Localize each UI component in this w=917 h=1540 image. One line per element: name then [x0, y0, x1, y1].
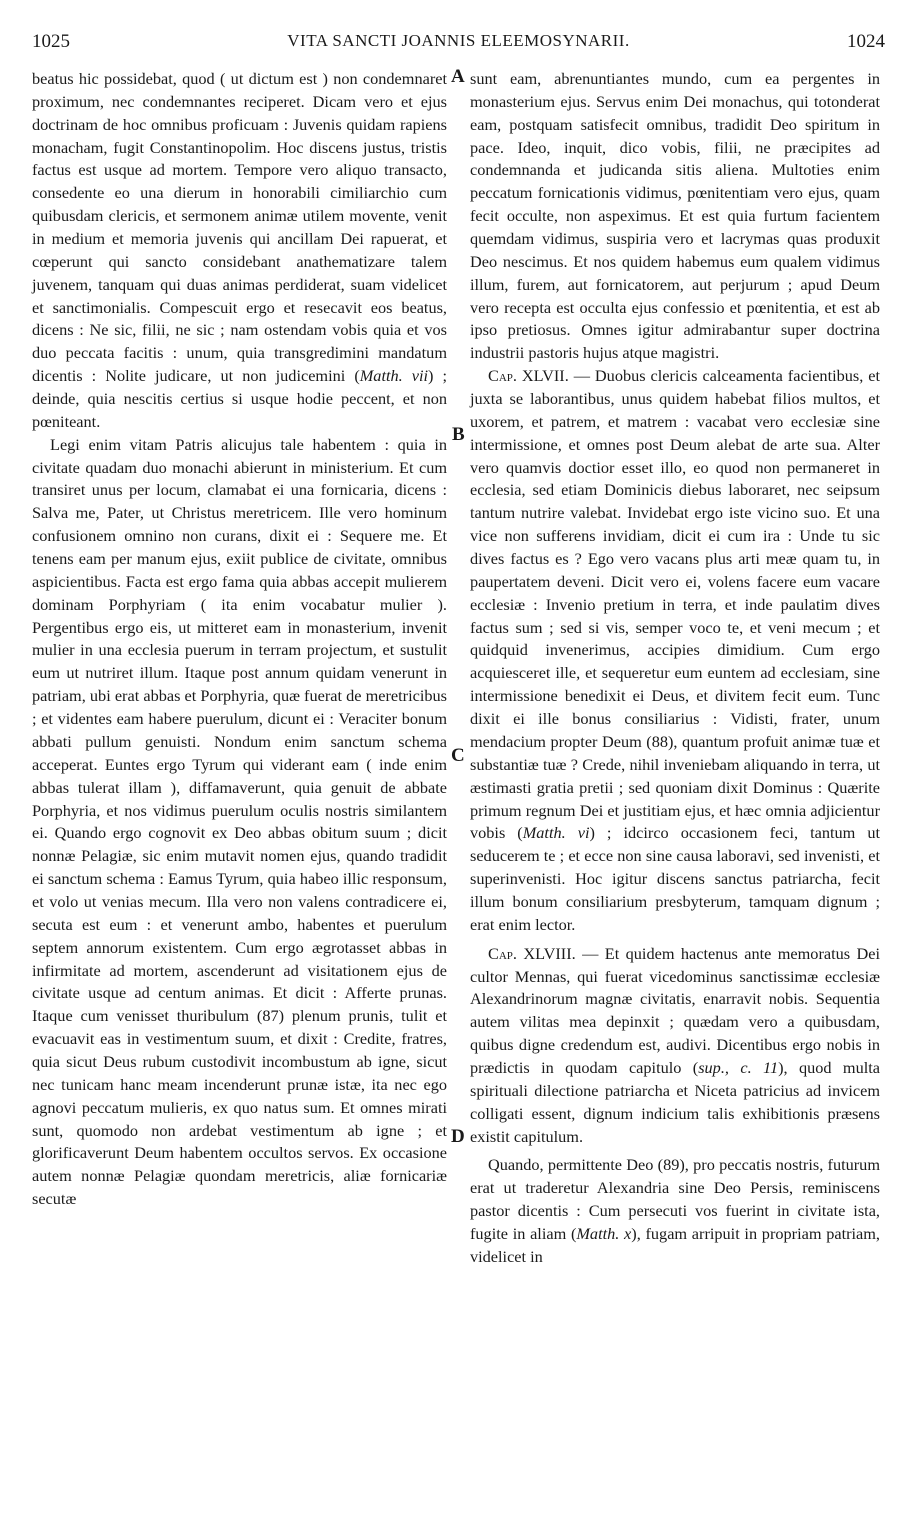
- section-marker-c: C: [451, 745, 465, 766]
- running-title: VITA SANCTI JOANNIS ELEEMOSYNARII.: [287, 31, 630, 50]
- page-header: [32, 31, 885, 59]
- left-column: [32, 68, 447, 1211]
- cross-reference: sup., c. 11: [698, 1057, 779, 1077]
- scripture-reference: Matth. vi: [522, 823, 590, 843]
- paragraph: beatus hic possidebat, quod ( ut dictum est ) non condemnaret proximum, nec condemnantes reciperet. Dicam vero et ejus doctrinam de hoc omnibus proficuam : Juvenis quidam rapiens monacham, fugit Constantinopolim. Hoc discens justus, tristis factus est usque ad mortem. Tempore vero aliquo transacto, consedente eo una dierum in honorabili cimiliarchio cum quibusdam clericis, et sermonem animæ utilem movente, venit in medium et memoria juvenis qui ancillam Dei rapuerat, et cœperunt qui sancto considebant anathematizare talem juvenem, tanquam qui duas animas perdiderat, suam videlicet et sanctimonialis. Compescuit ergo et resecavit eos beatus, dicens : Ne sic, filii, ne sic ; nam ostendam vobis quia et vos duo peccata facitis : unum, quia transgredimini mandatum dicentis : Nolite judicare, ut non judicemini (Matth. vii) ; deinde, quia nescitis certius si usque hodie peccent, et non pœniteant.: [32, 69, 448, 431]
- paragraph: Legi enim vitam Patris alicujus tale habentem : quia in civitate quadam duo monachi abierunt in ministerium. Et cum transiret unus per locum, clamabat ei una fornicaria, dicens : Salva me, Pater, ut Christus meretricem. Ille vero hominum confusionem omnino non curans, dixit ei : Sequere me. Et tenens eam per manum ejus, exiit publice de civitate, omnibus aspicientibus. Facta est ergo fama quia abbas accepit mulierem dominam Porphyriam ( ita enim vocabatur mulier ). Pergentibus ergo eis, ut mitteret eam in monasterium, invenit mulier in una ecclesia puerum in terram projectum, et sustulit eum ut nutriret illum. Itaque post annum quidam venerunt in patriam, ubi erat abbas et Porphyria, quæ fuerat de meretricibus ; et videntes eam habere puerulum, dicunt ei : Veraciter bonum abbati pullum genuisti. Nondum enim sanctum schema acceperat. Euntes ergo Tyrum qui viderant eam ( inde enim abbas tulerat illam ), diffamaverunt, quia genuit de abbate Porphyria, et nos vidimus puerulum oculis nostris similantem ei. Quando ergo cognovit ex Deo abbas obitum suum ; dicit nonnæ Pelagiæ, sic enim mutavit nomen ejus, quando tradidit ei sanctum schema : Eamus Tyrum, quia habeo illic responsum, et volo ut venias mecum. Illa vero non valens contradicere ei, secuta est eum : et venerunt ambo, habentes et puerulum septem annorum existentem. Cum ergo ægrotasset abbas in infirmitate ad mortem, ascenderunt ad visitationem ejus de civitate usque ad centum animas. Et dicit : Afferte prunas. Itaque cum venisset thuribulum (87) plenum prunis, tulit et evacuavit eas in vestimentum suum, et dixit : Credite, fratres, quia sicut Deus rubum custodivit incombustum ab igne, sicut nec tunicam hanc meam incenderunt prunæ istæ, ita nec ego agnovi peccatum mulieris, ex quo natus sum. Et omnes mirati sunt, quomodo non ardebat vestimentum ab igne ; et glorificaverunt Deum habentem occultos servos. Ex occasione autem nonnæ Pelagiæ quondam meretricis, aliæ fornicariæ secutæ: [32, 434, 447, 1209]
- right-column: [470, 68, 880, 1269]
- chapter-47: Cap. XLVII. — Duobus clericis calceamenta facientibus, et juxta se laborantibus, unus quidem habebat filios multos, et uxorem, et patrem, et matrem : vacabat vero ecclesiæ sine intermissione, et omnes post Deum alebat de arte sua. Alter vero quamvis doctior esset illo, eo quod non permaneret in ecclesia, sed etiam Dominicis diebus laboraret, nec seipsum tantum nutrire valebat. Invidebat ergo iste vicino suo. Et una vice non sufferens invidiam, dicit ei cum ira : Unde tu sic dives factus es ? Ego vero vacans plus arti meæ quam tu, in paupertatem deveni. Dicit vero ei, volens facere eum vacare ecclesiæ : Invenio pretium in terra, et inde paulatim dives factus sum ; sed si vis, semper voco te, et veni mecum ; et quidquid invenerimus, accipies dimidium. Cum ergo acquiesceret ille, et sequeretur eum euntem ad ecclesiam, sine intermissione benedixit ei Deus, et divitem fecit eum. Tunc dixit ei ille bonus consiliarius : Vidisti, frater, unum mendacium propter Deum (88), quantum profuit animæ tuæ et substantiæ tuæ ? Crede, nihil inveniebam aliquando in terra, ut æstimasti gratia pretii ; sed quoniam dixit Dominus : Quærite primum regnum Dei et justitiam ejus, et hæc omnia adjicientur vobis (Matth. vi) ; idcirco occasionem feci, tantum ut seducerem te ; et ecce non sine causa laboravi, sed invenisti, et superinvenisti. Hoc igitur discens sanctus patriarcha, fecit illum bonum consiliarium presbyterum, tamquam dignum ; erat enim lector.: [470, 366, 880, 934]
- page-number-right: 1024: [847, 31, 885, 52]
- paragraph: Quando, permittente Deo (89), pro peccatis nostris, futurum erat ut traderetur Alexandria sine Deo Persis, reminiscens pastor dicentis : Cum persecuti vos fuerint in civitate ista, fugite in aliam (Matth. x), fugam arripuit in propriam patriam, videlicet in: [470, 1155, 881, 1266]
- chapter-heading: Cap. XLVII.: [488, 366, 569, 386]
- scripture-reference: Matth. x: [576, 1223, 632, 1243]
- paragraph: sunt eam, abrenuntiantes mundo, cum ea pergentes in monasterium ejus. Servus enim Dei monachus, qui totonderat eam, postquam satisfecit omnibus, tradidit Deo spiritum in pace. Ideo, inquit, dico vobis, filii, ne præcipites ad condemnanda et judicanda sitis aliena. Multoties enim peccatum fornicationis vidimus, pœnitentiam vero ejus, quam fecit occulte, non aspeximus. Et est quia furtum facientem quemdam vidimus, suspiria vero et lacrymas quas produxit Deo nescimus. Et nos quidem habemus eum qualem vidimus illum, furem, aut fornicatorem, aut perjurum ; apud Deum vero recepta est occulta ejus confessio et pœnitentia, et est ab ipso pretiosus. Omnes igitur admirabantur super doctrina industrii pastoris hujus atque magistri.: [470, 69, 880, 363]
- section-marker-b: B: [452, 424, 465, 445]
- chapter-heading: Cap. XLVIII.: [488, 943, 576, 963]
- page-number-left: 1025: [32, 31, 70, 52]
- section-marker-d: D: [451, 1126, 465, 1147]
- scripture-reference: Matth. vii: [359, 366, 429, 386]
- section-marker-a: A: [451, 66, 465, 87]
- chapter-48: Cap. XLVIII. — Et quidem hactenus ante memoratus Dei cultor Mennas, qui fuerat vicedominus sanctissimæ ecclesiæ Alexandrinorum magnæ civitatis, enarravit nobis. Sequentia autem vilitas mea depinxit ; quædam vero a quibusdam, quibus digne credendum est, audivi. Dicentibus ergo nobis in prædictis in quodam capitulo (sup., c. 11), quod multa spirituali dilectione patriarcha et Niceta patricius ad invicem colligati essent, dignum indicium talis exhibitionis præsens existit capitulum.: [470, 943, 880, 1146]
